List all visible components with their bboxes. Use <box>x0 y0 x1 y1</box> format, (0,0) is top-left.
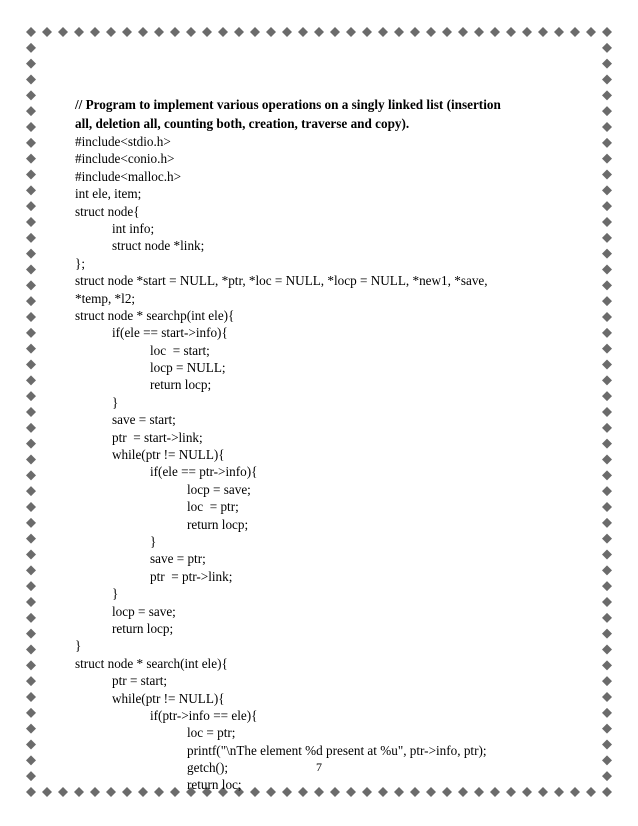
border-diamond <box>602 597 612 607</box>
border-diamond <box>602 375 612 385</box>
border-diamond <box>26 75 36 85</box>
border-diamond <box>602 344 612 354</box>
code-listing <box>75 133 575 794</box>
border-diamond <box>26 597 36 607</box>
border-diamond <box>602 122 612 132</box>
border-diamond <box>602 518 612 528</box>
border-diamond <box>42 27 52 37</box>
border-diamond <box>26 122 36 132</box>
program-heading <box>75 96 575 133</box>
code-line: return loc; <box>187 777 242 793</box>
border-diamond <box>26 455 36 465</box>
border-diamond <box>26 645 36 655</box>
border-diamond <box>26 360 36 370</box>
code-line: #include<malloc.h> <box>75 168 182 184</box>
border-diamond <box>602 565 612 575</box>
code-line: if(ele == ptr->info){ <box>150 464 258 480</box>
border-diamond <box>602 724 612 734</box>
border-diamond <box>602 43 612 53</box>
border-diamond <box>602 296 612 306</box>
border-diamond <box>602 59 612 69</box>
border-diamond <box>602 391 612 401</box>
border-diamond <box>26 518 36 528</box>
code-line: return locp; <box>112 620 174 636</box>
border-diamond <box>602 470 612 480</box>
code-line: } <box>75 638 82 654</box>
code-line: } <box>150 533 157 549</box>
heading-line-1: // Program to implement various operations on a singly linked list (insertion <box>75 97 501 112</box>
border-diamond <box>458 27 468 37</box>
border-diamond <box>602 613 612 623</box>
code-line: int info; <box>112 220 155 236</box>
border-diamond <box>602 154 612 164</box>
border-diamond <box>218 27 228 37</box>
border-diamond <box>26 613 36 623</box>
border-diamond <box>26 550 36 560</box>
border-diamond <box>26 170 36 180</box>
border-diamond <box>602 692 612 702</box>
border-diamond <box>26 344 36 354</box>
border-diamond <box>410 27 420 37</box>
border-diamond <box>490 27 500 37</box>
border-diamond <box>602 328 612 338</box>
border-diamond <box>26 296 36 306</box>
border-diamond <box>538 27 548 37</box>
border-diamond <box>26 787 36 797</box>
border-diamond <box>186 27 196 37</box>
border-diamond <box>202 27 212 37</box>
border-diamond <box>106 27 116 37</box>
border-diamond <box>442 27 452 37</box>
border-diamond <box>26 423 36 433</box>
border-diamond <box>602 201 612 211</box>
border-diamond <box>602 312 612 322</box>
border-diamond <box>426 27 436 37</box>
border-diamond <box>602 233 612 243</box>
border-diamond <box>122 27 132 37</box>
border-diamond <box>378 27 388 37</box>
border-diamond <box>602 534 612 544</box>
border-diamond <box>26 391 36 401</box>
border-diamond <box>234 27 244 37</box>
border-diamond <box>26 265 36 275</box>
code-line: save = start; <box>112 412 176 428</box>
border-diamond <box>602 27 612 37</box>
code-line: #include<conio.h> <box>75 151 175 167</box>
border-diamond <box>602 660 612 670</box>
border-diamond <box>26 502 36 512</box>
border-diamond <box>570 27 580 37</box>
border-diamond <box>602 486 612 496</box>
border-diamond <box>602 581 612 591</box>
border-diamond <box>58 27 68 37</box>
border-diamond <box>314 27 324 37</box>
border-diamond <box>26 708 36 718</box>
border-diamond <box>250 27 260 37</box>
code-line: ptr = ptr->link; <box>150 568 233 584</box>
border-diamond <box>602 629 612 639</box>
border-diamond <box>26 106 36 116</box>
border-diamond <box>586 787 596 797</box>
border-diamond <box>26 43 36 53</box>
border-diamond <box>602 360 612 370</box>
border-diamond <box>26 740 36 750</box>
border-diamond <box>26 90 36 100</box>
border-diamond <box>506 27 516 37</box>
border-diamond <box>26 249 36 259</box>
code-line: } <box>112 586 119 602</box>
border-diamond <box>602 423 612 433</box>
code-line: loc = ptr; <box>187 725 236 741</box>
code-line: while(ptr != NULL){ <box>112 447 225 463</box>
border-diamond <box>602 550 612 560</box>
border-diamond <box>602 455 612 465</box>
border-diamond <box>602 75 612 85</box>
code-line: printf("\nThe element %d present at %u", ptr->info, ptr); <box>187 742 487 758</box>
code-line: struct node *link; <box>112 238 205 254</box>
border-diamond <box>26 724 36 734</box>
border-diamond <box>474 27 484 37</box>
code-line: ptr = start->link; <box>112 429 203 445</box>
code-line: ptr = start; <box>112 673 168 689</box>
border-diamond <box>74 27 84 37</box>
border-diamond <box>602 90 612 100</box>
border-diamond <box>602 265 612 275</box>
border-diamond <box>602 439 612 449</box>
border-diamond <box>26 312 36 322</box>
border-diamond <box>138 27 148 37</box>
border-diamond <box>362 27 372 37</box>
border-diamond <box>26 486 36 496</box>
code-line: } <box>112 394 119 410</box>
code-line: struct node{ <box>75 203 140 219</box>
border-diamond <box>26 27 36 37</box>
border-diamond <box>26 676 36 686</box>
border-diamond <box>602 106 612 116</box>
border-diamond <box>26 581 36 591</box>
code-line: locp = save; <box>187 481 251 497</box>
code-line: int ele, item; <box>75 186 142 202</box>
border-diamond <box>602 407 612 417</box>
border-diamond <box>26 407 36 417</box>
border-diamond <box>282 27 292 37</box>
code-line: if(ptr->info == ele){ <box>150 707 258 723</box>
border-diamond <box>266 27 276 37</box>
border-diamond <box>170 27 180 37</box>
border-diamond <box>26 185 36 195</box>
border-diamond <box>602 708 612 718</box>
code-line: loc = ptr; <box>187 499 239 515</box>
border-diamond <box>394 27 404 37</box>
border-diamond <box>602 185 612 195</box>
code-line: locp = save; <box>112 603 176 619</box>
code-line: struct node *start = NULL, *ptr, *loc = NULL, *locp = NULL, *new1, *save, <box>75 273 488 289</box>
border-diamond <box>42 787 52 797</box>
border-diamond <box>602 740 612 750</box>
code-line: *temp, *l2; <box>75 290 136 306</box>
border-diamond <box>26 439 36 449</box>
border-diamond <box>602 787 612 797</box>
heading-line-2: all, deletion all, counting both, creation, traverse and copy). <box>75 115 410 131</box>
code-line: return locp; <box>150 377 212 393</box>
code-line: locp = NULL; <box>150 360 226 376</box>
border-diamond <box>602 502 612 512</box>
border-diamond <box>602 676 612 686</box>
border-diamond <box>26 280 36 290</box>
border-diamond <box>26 328 36 338</box>
border-diamond <box>26 565 36 575</box>
border-diamond <box>26 154 36 164</box>
code-line: save = ptr; <box>150 551 206 567</box>
code-line: return locp; <box>187 516 249 532</box>
code-line: #include<stdio.h> <box>75 134 171 149</box>
border-diamond <box>602 280 612 290</box>
code-line: struct node * search(int ele){ <box>75 655 228 671</box>
border-diamond <box>26 375 36 385</box>
border-diamond <box>554 27 564 37</box>
border-diamond <box>346 27 356 37</box>
border-diamond <box>90 27 100 37</box>
border-diamond <box>26 201 36 211</box>
border-diamond <box>522 27 532 37</box>
border-diamond <box>26 692 36 702</box>
code-line: getch(); <box>187 760 229 776</box>
page-number: 7 <box>316 760 322 774</box>
border-diamond <box>602 170 612 180</box>
border-diamond <box>586 27 596 37</box>
border-diamond <box>602 645 612 655</box>
code-line: struct node * searchp(int ele){ <box>75 307 235 323</box>
border-diamond <box>602 138 612 148</box>
border-diamond <box>26 660 36 670</box>
border-diamond <box>602 249 612 259</box>
border-diamond <box>26 59 36 69</box>
code-line: while(ptr != NULL){ <box>112 690 225 706</box>
code-line: loc = start; <box>150 342 210 358</box>
border-diamond <box>154 27 164 37</box>
border-diamond <box>26 470 36 480</box>
border-diamond <box>602 217 612 227</box>
code-line: }; <box>75 255 85 271</box>
border-diamond <box>26 217 36 227</box>
border-diamond <box>298 27 308 37</box>
document-body <box>75 96 575 794</box>
border-diamond <box>26 233 36 243</box>
border-diamond <box>330 27 340 37</box>
code-line: if(ele == start->info){ <box>112 325 228 341</box>
border-diamond <box>26 629 36 639</box>
border-diamond <box>58 787 68 797</box>
border-diamond <box>26 138 36 148</box>
border-diamond <box>26 534 36 544</box>
